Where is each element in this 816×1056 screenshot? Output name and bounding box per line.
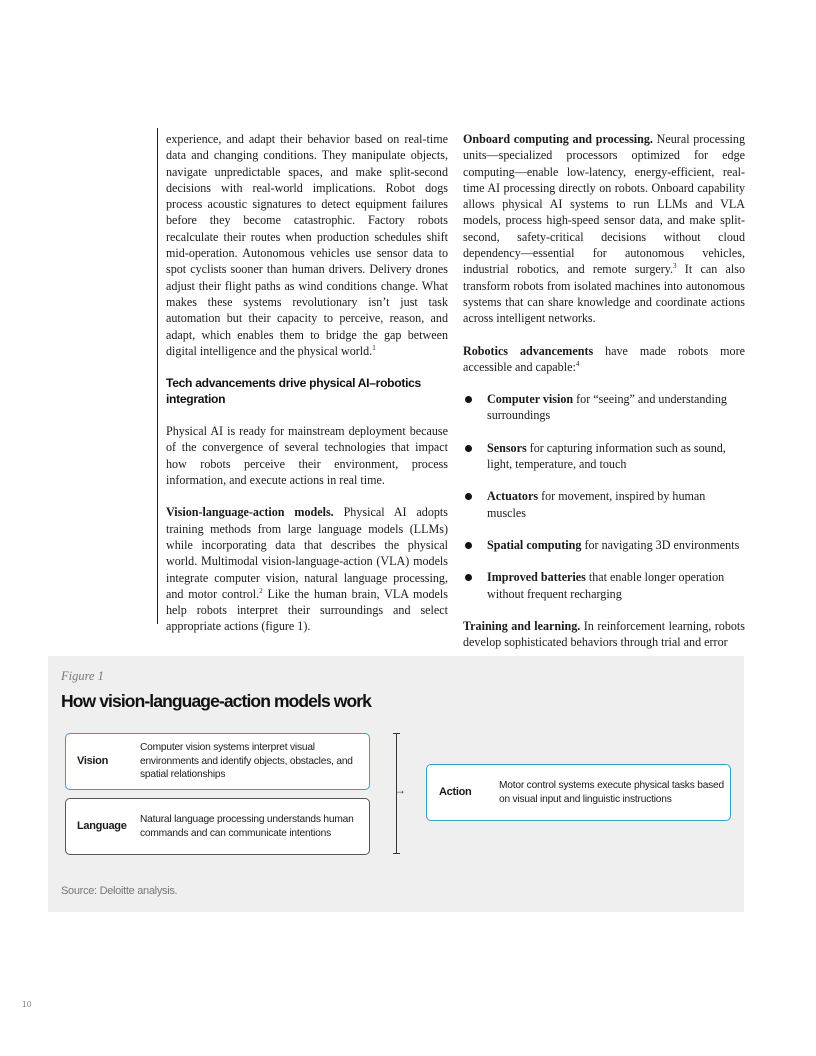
list-item: Improved batteries that enable longer operation without frequent recharging bbox=[463, 569, 745, 602]
section-heading: Tech advancements drive physical AI–robotics integration bbox=[166, 376, 421, 407]
language-label: Language bbox=[77, 820, 127, 832]
bullet-icon bbox=[465, 574, 472, 581]
column-rule bbox=[157, 128, 158, 624]
left-column bbox=[166, 131, 448, 651]
list-item: Computer vision for “seeing” and understanding surroundings bbox=[463, 391, 745, 424]
figure-source: Source: Deloitte analysis. bbox=[61, 885, 178, 897]
robotics-advancements-paragraph: Robotics advancements have made robots more accessible and capable:$^4$ bbox=[463, 343, 745, 374]
bullet-icon bbox=[465, 542, 472, 549]
language-box bbox=[65, 798, 370, 855]
bullet-icon bbox=[465, 445, 472, 452]
language-description: Natural language processing understands human commands and can communicate intentions bbox=[140, 814, 354, 839]
footnote-ref[interactable]: 2 bbox=[259, 586, 263, 595]
action-label: Action bbox=[439, 786, 472, 798]
page-number: 10 bbox=[22, 999, 32, 1009]
vision-box bbox=[65, 733, 370, 790]
arrow-right-icon: → bbox=[394, 783, 406, 797]
bullet-icon bbox=[465, 493, 472, 500]
vision-description: Computer vision systems interpret visual environments and identify objects, obstacles, and spatial relationships bbox=[140, 742, 353, 780]
figure-title: How vision-language-action models work bbox=[61, 691, 372, 711]
action-box bbox=[426, 764, 731, 821]
footnote-ref[interactable]: 4 bbox=[575, 359, 580, 368]
vision-label: Vision bbox=[77, 755, 109, 767]
bullet-icon bbox=[465, 396, 472, 403]
footnote-ref[interactable]: 3 bbox=[673, 262, 677, 271]
training-paragraph: Training and learning. In reinforcement learning, robots develop sophisticated behaviors through trial and error bbox=[463, 618, 746, 650]
right-column bbox=[463, 131, 745, 666]
convergence-paragraph: Physical AI is ready for mainstream deployment because of the convergence of several technologies that impact how robots perceive their environment, process information, and execute actions in real time. bbox=[166, 424, 448, 488]
action-description: Motor control systems execute physical tasks based on visual input and linguistic instructions bbox=[499, 780, 724, 805]
figure-panel bbox=[48, 656, 744, 912]
footnote-ref[interactable]: 1 bbox=[372, 343, 376, 352]
bracket-cap-top bbox=[393, 733, 400, 734]
advancements-list bbox=[463, 391, 745, 602]
vla-paragraph: Vision-language-action models. Physical AI adopts training methods from large language models (LLMs) while incorporating data that describes the physical world. Multimodal vision-language-action (VLA) models integrate computer vision, natural language processing, and motor control.$^2$ Like the human brain, VLA models help robots interpret their surroundings and select appropriate actions (figure 1). bbox=[166, 505, 448, 634]
list-item: Spatial computing for navigating 3D environments bbox=[463, 537, 745, 553]
figure-label: Figure 1 bbox=[61, 669, 104, 683]
bracket-cap-bottom bbox=[393, 853, 400, 854]
list-item: Actuators for movement, inspired by human muscles bbox=[463, 488, 745, 521]
list-item: Sensors for capturing information such as sound, light, temperature, and touch bbox=[463, 440, 745, 473]
onboard-computing-paragraph: Onboard computing and processing. Neural processing units—specialized processors optimized for edge computing—enable low-latency, energy-efficient, real-time AI processing directly on robots. Onboard capability allows physical AI systems to run LLMs and VLA models, process high-speed sensor data, and make split-second, safety-critical decisions without cloud dependency—essential for autonomous vehicles, industrial robotics, and remote surgery.$^3$ It can also transform robots from isolated machines into autonomous systems that can share knowledge and coordinate actions across intelligent networks. bbox=[463, 132, 745, 326]
intro-paragraph: experience, and adapt their behavior based on real-time data and changing conditions. They manipulate objects, navigate unpredictable spaces, and make split-second decisions with real-world implications. Robot dogs process acoustic signatures to detect equipment failures before they become catastrophic. Factory robots recalculate their routes when production schedules shift mid-operation. Autonomous vehicles use sensor data to spot cyclists sooner than human drivers. Delivery drones adjust their flight paths as wind conditions change. What makes these systems revolutionary isn’t just task automation but their capacity to perceive, reason, and adapt, which enables them to bridge the gap between digital intelligence and the physical world.$^1$ bbox=[166, 132, 448, 358]
